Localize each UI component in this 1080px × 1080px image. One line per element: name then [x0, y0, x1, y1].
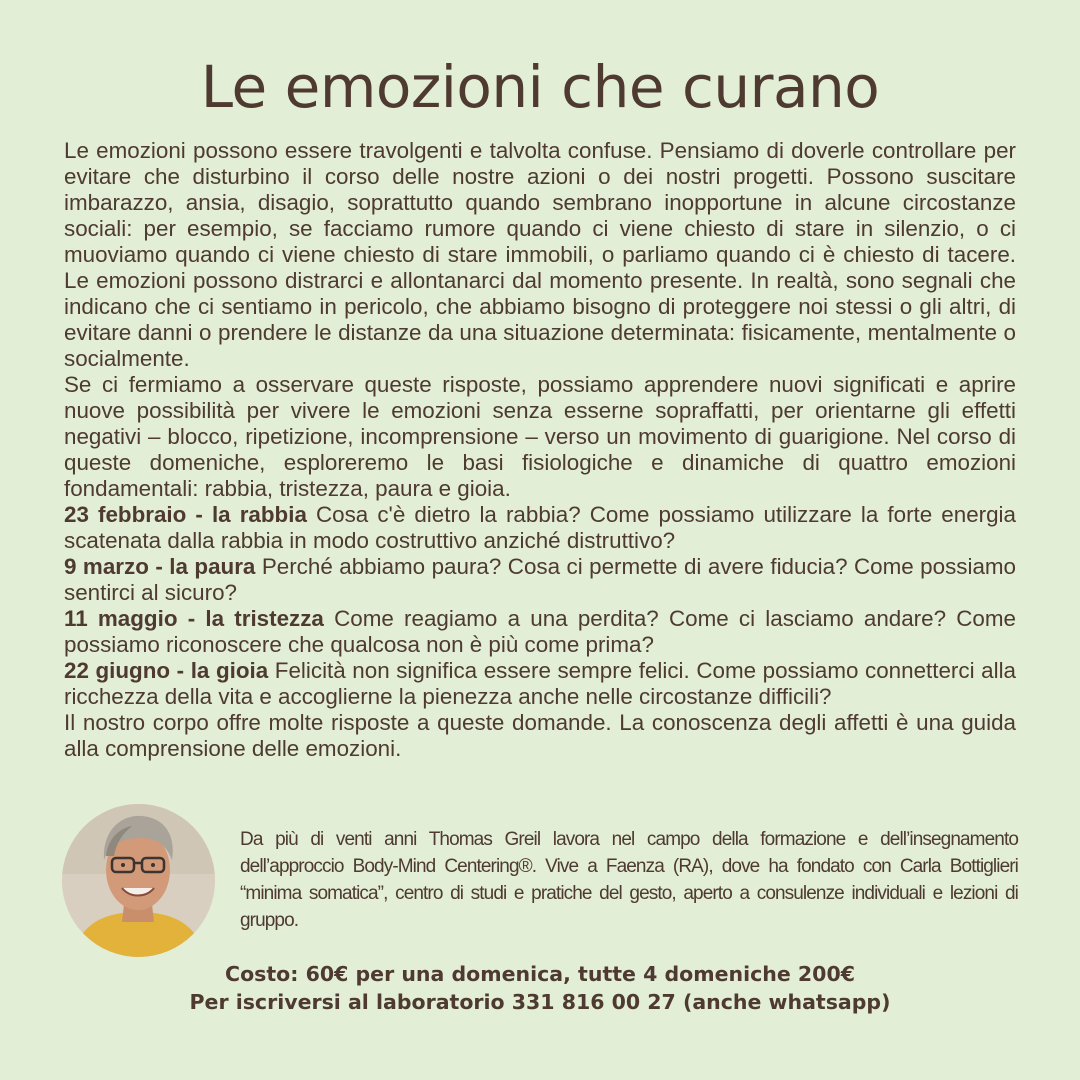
- session-item: [64, 554, 1016, 606]
- description-text: [64, 138, 1016, 762]
- session-date-label: 22 giugno - la gioia: [64, 658, 269, 683]
- pricing-footer: [0, 960, 1080, 1016]
- session-date-label: 11 maggio - la tristezza: [64, 606, 324, 631]
- session-description: Come reagiamo a una perdita? Come ci lasciamo andare? Come possiamo riconoscere che qualcosa non è più come prima?: [64, 606, 1016, 657]
- intro-paragraph: Se ci fermiamo a osservare queste risposte, possiamo apprendere nuovi significati e aprire nuove possibilità per vivere le emozioni senza esserne sopraffatti, per orientarne gli effetti negativi – blocco, ripetizione, incomprensione – verso un movimento di guarigione. Nel corso di queste domeniche, esploreremo le basi fisiologiche e dinamiche di quattro emozioni fondamentali: rabbia, tristezza, paura e gioia.: [64, 372, 1016, 501]
- instructor-bio: Da più di venti anni Thomas Greil lavora nel campo della formazione e dell’insegnamento dell’approccio Body-Mind Centering®. Vive a Faenza (RA), dove ha fondato con Carla Bottiglieri “minima somatica”, centro di studi e pratiche del gesto, aperto a consulenze individuali e lezioni di gruppo.: [240, 829, 1018, 931]
- session-description: Perché abbiamo paura? Cosa ci permette di avere fiducia? Come possiamo sentirci al sicuro?: [64, 554, 1017, 605]
- session-description: Felicità non significa essere sempre felici. Come possiamo connetterci alla ricchezza della vita e accoglierne la pienezza anche nelle circostanze difficili?: [64, 658, 1016, 709]
- closing-paragraph: Il nostro corpo offre molte risposte a queste domande. La conoscenza degli affetti è una guida alla comprensione delle emozioni.: [64, 710, 1016, 761]
- session-item: [64, 658, 1016, 710]
- session-item: [64, 606, 1016, 658]
- cost-line: Costo: 60€ per una domenica, tutte 4 domeniche 200€: [225, 962, 855, 986]
- intro-paragraph: Le emozioni possono essere travolgenti e talvolta confuse. Pensiamo di doverle controllare per evitare che disturbino il corso delle nostre azioni o dei nostri progetti. Possono suscitare imbarazzo, ansia, disagio, soprattutto quando sembrano inopportune in alcune circostanze sociali: per esempio, se facciamo rumore quando ci viene chiesto di stare in silenzio, o ci muoviamo quando ci viene chiesto di stare immobili, o parliamo quando ci è chiesto di tacere. Le emozioni possono distrarci e allontanarci dal momento presente. In realtà, sono segnali che indicano che ci sentiamo in pericolo, che abbiamo bisogno di proteggere noi stessi o gli altri, di evitare danni o prendere le distanze da una situazione determinata: fisicamente, mentalmente o socialmente.: [64, 138, 1016, 371]
- page-title: Le emozioni che curano: [200, 53, 880, 121]
- session-description: Cosa c'è dietro la rabbia? Come possiamo utilizzare la forte energia scatenata dalla rabbia in modo costruttivo anziché distruttivo?: [64, 502, 1016, 553]
- avatar: [62, 804, 215, 957]
- session-date-label: 23 febbraio - la rabbia: [64, 502, 307, 527]
- signup-line: Per iscriversi al laboratorio 331 816 00 27 (anche whatsapp): [189, 990, 891, 1014]
- session-date-label: 9 marzo - la paura: [64, 554, 256, 579]
- portrait-illustration: [62, 804, 215, 957]
- session-item: [64, 502, 1016, 554]
